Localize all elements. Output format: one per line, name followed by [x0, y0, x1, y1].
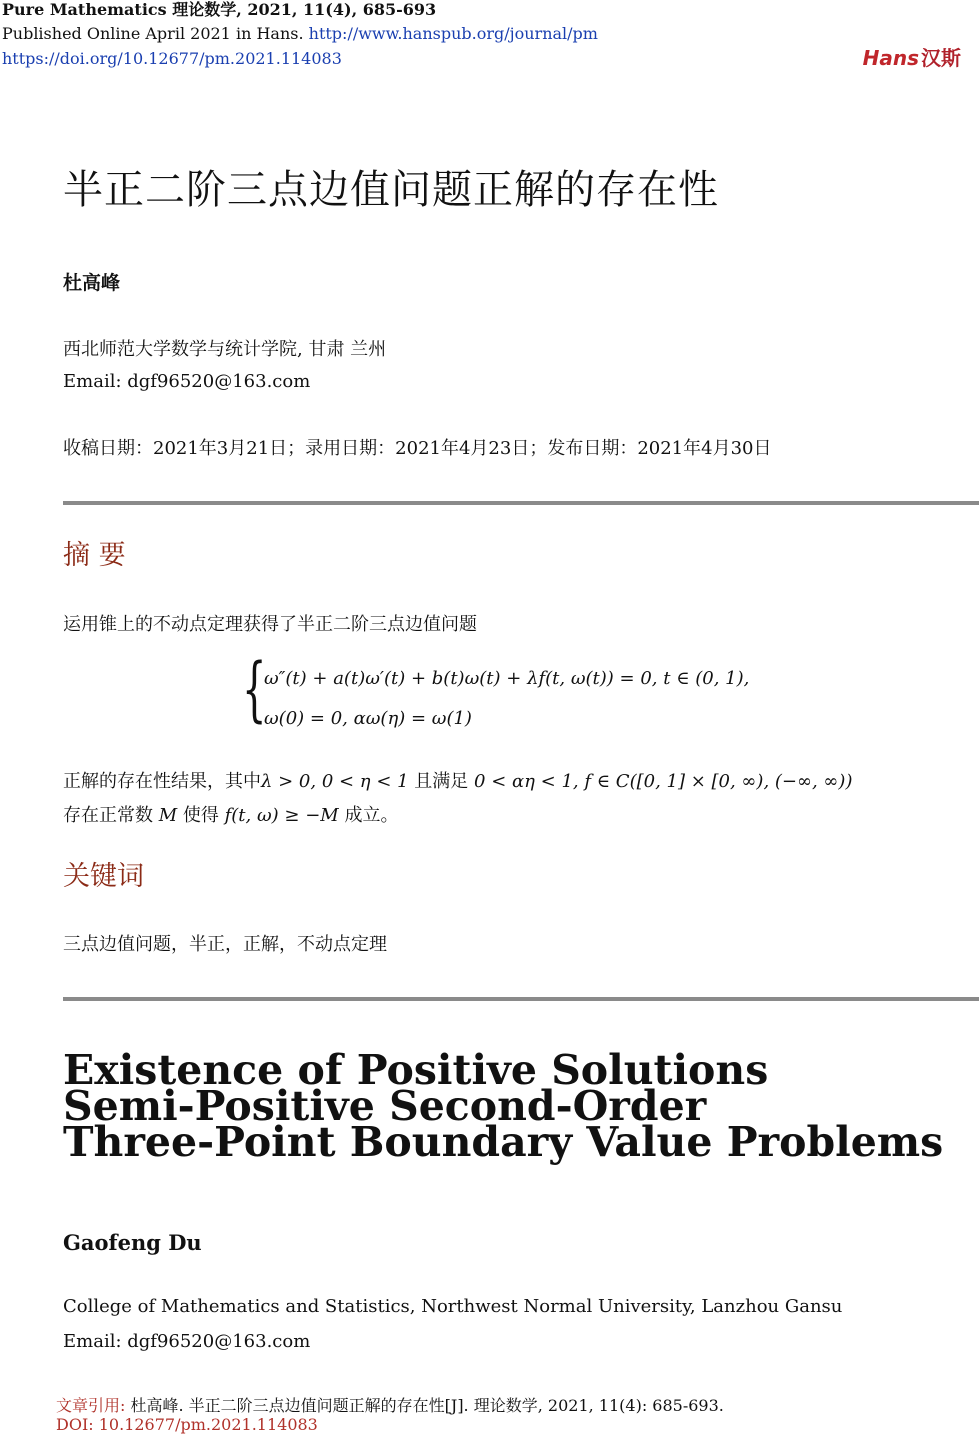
line2-math-1: M: [158, 805, 178, 826]
equation-line-2: ω(0) = 0, αω(η) = ω(1): [264, 708, 472, 729]
paper-title-en: [63, 1046, 944, 1166]
line2-text-1: 存在正常数: [63, 805, 159, 826]
dates: 收稿日期：2021年3月21日；录用日期：2021年4月23日；发布日期：2021年4月30日: [63, 438, 772, 459]
journal-link[interactable]: http://www.hanspub.org/journal/pm: [308, 24, 598, 43]
cond-math-1: λ > 0, 0 < η < 1: [261, 771, 409, 792]
abstract-conditions: [63, 767, 852, 793]
line2-math-2: f(t, ω) ≥ −M: [224, 805, 339, 826]
footer-doi[interactable]: DOI: 10.12677/pm.2021.114083: [56, 1415, 318, 1434]
cond-math-2: 0 < αη < 1, f ∈ C([0, 1] × [0, ∞), (−∞, ∞)): [474, 771, 853, 792]
left-brace: {: [242, 648, 267, 730]
email-cn: Email: dgf96520@163.com: [63, 371, 311, 392]
equation-line-1: ω″(t) + a(t)ω′(t) + b(t)ω(t) + λf(t, ω(t)) = 0, t ∈ (0, 1),: [264, 668, 750, 689]
cite-text: 杜高峰. 半正二阶三点边值问题正解的存在性[J]. 理论数学, 2021, 11(4): 685-693.: [130, 1396, 724, 1415]
abstract-conclusion: [63, 801, 398, 827]
cond-text-2: 且满足: [408, 771, 475, 792]
abstract-heading: 摘 要: [63, 540, 126, 571]
abstract-intro: 运用锥上的不动点定理获得了半正二阶三点边值问题: [63, 614, 477, 635]
affiliation-cn: 西北师范大学数学与统计学院, 甘肃 兰州: [63, 339, 387, 360]
title-en-line-3: Three-Point Boundary Value Problems: [63, 1118, 944, 1166]
citation-line: [56, 1393, 724, 1416]
hans-logo: [863, 42, 961, 71]
logo-latin: Hans: [862, 46, 919, 70]
keywords-heading: 关键词: [63, 861, 144, 892]
email-en: Email: dgf96520@163.com: [63, 1331, 311, 1352]
logo-cn: 汉斯: [921, 46, 961, 70]
journal-header: Pure Mathematics 理论数学, 2021, 11(4), 685-693: [2, 0, 437, 19]
title-en-line-2: Semi-Positive Second-Order: [63, 1082, 707, 1130]
published-line: [2, 24, 598, 44]
cite-label: 文章引用:: [56, 1396, 131, 1415]
divider-top: [63, 501, 979, 505]
line2-text-2: 使得: [177, 805, 225, 826]
paper-title-cn: 半正二阶三点边值问题正解的存在性: [63, 167, 719, 213]
keywords-list: 三点边值问题，半正，正解，不动点定理: [63, 934, 387, 955]
line2-text-3: 成立。: [338, 805, 399, 826]
published-text: Published Online April 2021 in Hans.: [2, 24, 309, 43]
title-en-line-1: Existence of Positive Solutions: [63, 1046, 769, 1094]
author-en: Gaofeng Du: [63, 1230, 202, 1255]
doi-link[interactable]: https://doi.org/10.12677/pm.2021.114083: [2, 49, 342, 68]
cond-text-1: 正解的存在性结果，其中: [63, 771, 261, 792]
divider-bottom: [63, 997, 979, 1001]
author-cn: 杜高峰: [63, 272, 121, 294]
affiliation-en: College of Mathematics and Statistics, Northwest Normal University, Lanzhou Gansu: [63, 1296, 843, 1317]
